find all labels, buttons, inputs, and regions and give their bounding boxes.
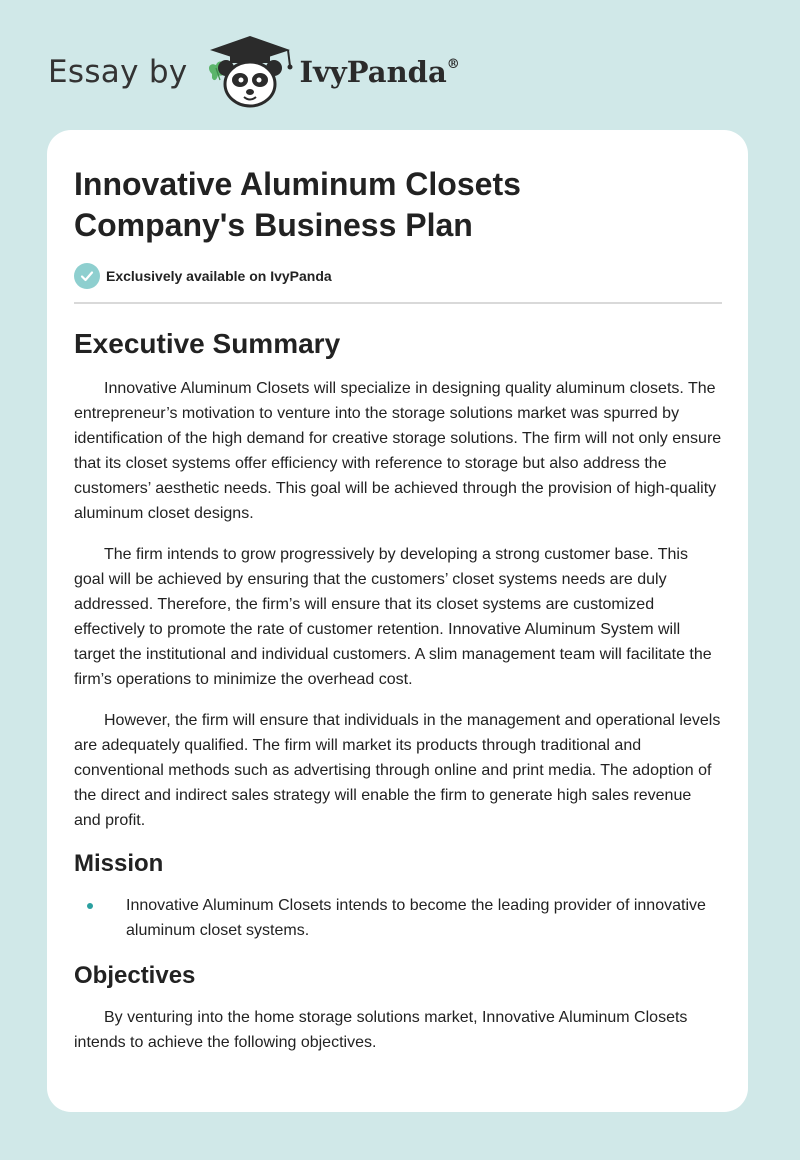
badge-label: Exclusively available on IvyPanda xyxy=(106,268,332,284)
mission-heading: Mission xyxy=(74,850,164,877)
paragraph: The firm intends to grow progressively by developing a strong customer base. This goal will be achieved by ensuring that the customers’ closet systems needs are duly addressed. Therefore, the firm’s will ensure that its closet systems are customized effectively to promote the rate of customer retention. Innovative Aluminum System will target the institutional and individual customers. A slim management team will facilitate the firm’s operations to minimize the overhead cost. xyxy=(74,546,712,688)
registered-mark: ® xyxy=(446,57,460,72)
site-header xyxy=(48,34,460,110)
title-divider xyxy=(74,302,722,304)
executive-summary-heading: Executive Summary xyxy=(74,328,341,359)
checkmark-icon xyxy=(74,263,100,289)
paragraph: By venturing into the home storage solutions market, Innovative Aluminum Closets intends to achieve the following objectives. xyxy=(74,1009,688,1051)
exclusive-badge xyxy=(74,263,332,289)
bullet-dot xyxy=(87,903,93,909)
essay-card xyxy=(47,130,748,1112)
objectives-heading: Objectives xyxy=(74,962,196,989)
essay-body xyxy=(74,324,722,1055)
panda-logo-icon[interactable] xyxy=(204,34,296,110)
paragraph: Innovative Aluminum Closets will specialize in designing quality aluminum closets. The entrepreneur’s motivation to venture into the storage solutions market was spurred by identification of the high demand for creative storage solutions. The firm will not only ensure that its closet systems offer efficiency with reference to storage but also address the customers’ aesthetic needs. This goal will be achieved through the provision of high-quality aluminum closet designs. xyxy=(74,380,722,522)
essay-by-label: Essay by xyxy=(48,54,188,90)
paragraph: However, the firm will ensure that individuals in the management and operational levels are adequately qualified. The firm will market its products through traditional and conventional methods such as advertising through online and print media. The adoption of the direct and indirect sales strategy will enable the firm to generate high sales revenue and profit. xyxy=(74,712,721,829)
ivypanda-wordmark[interactable]: IvyPanda® xyxy=(299,55,460,89)
list-item xyxy=(74,893,722,943)
essay-title: Innovative Aluminum Closets Company's Business Plan xyxy=(74,166,521,243)
mission-item-text: Innovative Aluminum Closets intends to become the leading provider of innovative aluminum closet systems. xyxy=(126,897,706,939)
mission-list xyxy=(74,893,722,943)
